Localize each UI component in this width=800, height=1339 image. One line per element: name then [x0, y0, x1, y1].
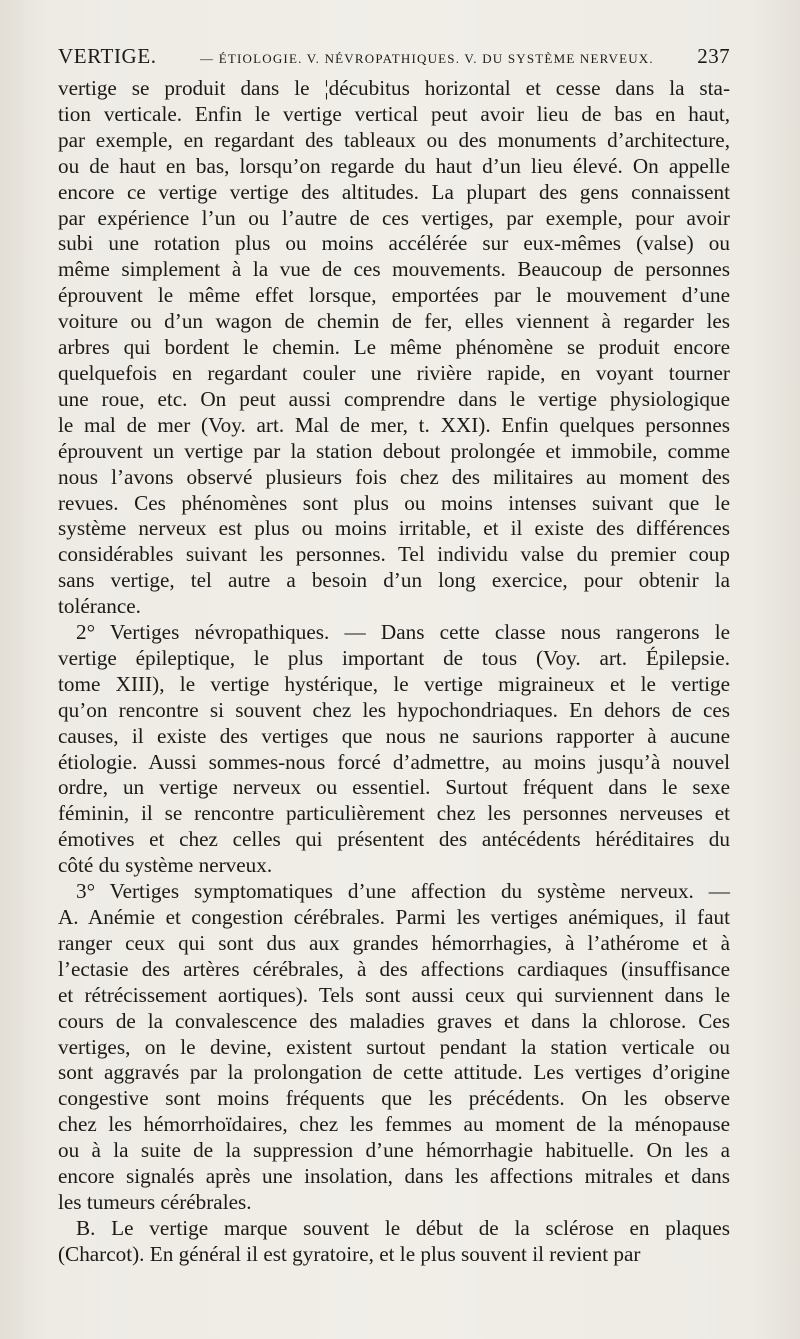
text-line: une roue, etc. On peut aussi comprendre dans le vertige physiologique [58, 386, 730, 411]
text-line: considérables suivant les personnes. Tel individu valse du premier coup [58, 542, 730, 567]
text-line: tome XIII), le vertige hystérique, le vertige migraineux et le vertige [58, 671, 730, 696]
text-line: système nerveux est plus ou moins irritable, et il existe des différences [58, 516, 730, 541]
text-line: encore signalés après une insolation, dans les affections mitrales et dans [58, 1164, 730, 1189]
text-line: chez les hémorrhoïdaires, chez les femmes au moment de la ménopause [58, 1112, 730, 1137]
text-line: sans vertige, tel autre a besoin d’un long exercice, pour obtenir la [58, 568, 730, 593]
text-line: ou à la suite de la suppression d’une hémorrhagie habituelle. On les a [58, 1138, 730, 1163]
text-line: quelquefois en regardant couler une rivière rapide, en voyant tourner [58, 360, 730, 385]
text-line: par exemple, en regardant des tableaux ou des monuments d’architecture, [58, 127, 730, 152]
text-line: cours de la convalescence des maladies graves et dans la chlorose. Ces [58, 1008, 730, 1033]
running-head [58, 44, 730, 74]
text-line: causes, il existe des vertiges que nous ne saurions rapporter à aucune [58, 723, 730, 748]
running-head-title: VERTIGE. [58, 44, 157, 68]
text-line: B. Le vertige marque souvent le début de la sclérose en plaques [76, 1215, 730, 1240]
text-line: éprouvent le même effet lorsque, emportées par le mouvement d’une [58, 283, 730, 308]
page-number: 237 [697, 44, 730, 68]
text-line: A. Anémie et congestion cérébrales. Parmi les vertiges anémiques, il faut [58, 905, 730, 929]
text-line: revues. Ces phénomènes sont plus ou moins intenses suivant que le [58, 490, 730, 515]
text-line: 3° Vertiges symptomatiques d’une affection du système nerveux. — [76, 879, 730, 904]
text-line: qu’on rencontre si souvent chez les hypochondriaques. En dehors de ces [58, 697, 730, 722]
text-line: tion verticale. Enfin le vertige vertical peut avoir lieu de bas en haut, [58, 101, 730, 126]
text-line: arbres qui bordent le chemin. Le même phénomène se produit encore [58, 335, 730, 360]
text-line: nous l’avons observé plusieurs fois chez des militaires au moment des [58, 464, 730, 489]
paragraph [58, 76, 730, 620]
text-line: (Charcot). En général il est gyratoire, et le plus souvent il revient par [58, 1241, 641, 1266]
text-line: vertige épileptique, le plus important de tous (Voy. art. Épilepsie. [58, 645, 730, 670]
text-line: congestive sont moins fréquents que les précédents. On les observe [58, 1086, 730, 1111]
running-head-section: ÉTIOLOGIE. V. NÉVROPATHIQUES. V. DU SYSTÈME NERVEUX. [218, 51, 654, 66]
running-head-dash: — [200, 51, 215, 66]
text-line: vertiges, on le devine, existent surtout pendant la station verticale ou [58, 1034, 730, 1059]
paragraph [58, 620, 730, 879]
text-line: ranger ceux qui sont dus aux grandes hémorrhagies, à l’athérome et à [58, 930, 730, 955]
text-line: côté du système nerveux. [58, 853, 273, 878]
paragraph [58, 1216, 730, 1268]
text-line: émotives et chez celles qui présentent des antécédents héréditaires du [58, 827, 730, 852]
text-line: ordre, un vertige nerveux ou essentiel. Surtout fréquent dans le sexe [58, 775, 730, 800]
text-line: l’ectasie des artères cérébrales, à des affections cardiaques (insuffisance [58, 956, 730, 981]
running-head-subtitle [157, 51, 698, 67]
text-line: sont aggravés par la prolongation de cette attitude. Les vertiges d’origine [58, 1060, 730, 1085]
text-line: 2° Vertiges névropathiques. — Dans cette classe nous rangerons le [76, 620, 730, 645]
text-line: par expérience l’un ou l’autre de ces vertiges, par exemple, pour avoir [58, 205, 730, 230]
paragraph [58, 879, 730, 1216]
text-line: les tumeurs cérébrales. [58, 1189, 252, 1214]
text-line: vertige se produit dans le ¦décubitus horizontal et cesse dans la sta- [58, 76, 730, 100]
text-line: le mal de mer (Voy. art. Mal de mer, t. XXI). Enfin quelques personnes [58, 412, 730, 437]
text-line: voiture ou d’un wagon de chemin de fer, elles viennent à regarder les [58, 309, 730, 334]
text-line: et rétrécissement aortiques). Tels sont aussi ceux qui surviennent dans le [58, 982, 730, 1007]
text-line: même simplement à la vue de ces mouvements. Beaucoup de personnes [58, 257, 730, 282]
text-line: ou de haut en bas, lorsqu’on regarde du haut d’un lieu élevé. On appelle [58, 153, 730, 178]
text-line: tolérance. [58, 594, 141, 619]
text-line: éprouvent un vertige par la station debout prolongée et immobile, comme [58, 438, 730, 463]
text-line: encore ce vertige vertige des altitudes. La plupart des gens connaissent [58, 179, 730, 204]
body-text [58, 76, 730, 1268]
text-line: féminin, il se rencontre particulièrement chez les personnes nerveuses et [58, 801, 730, 826]
text-line: étiologie. Aussi sommes-nous forcé d’admettre, au moins jusqu’à nouvel [58, 749, 730, 774]
text-line: subi une rotation plus ou moins accélérée sur eux-mêmes (valse) ou [58, 231, 730, 256]
